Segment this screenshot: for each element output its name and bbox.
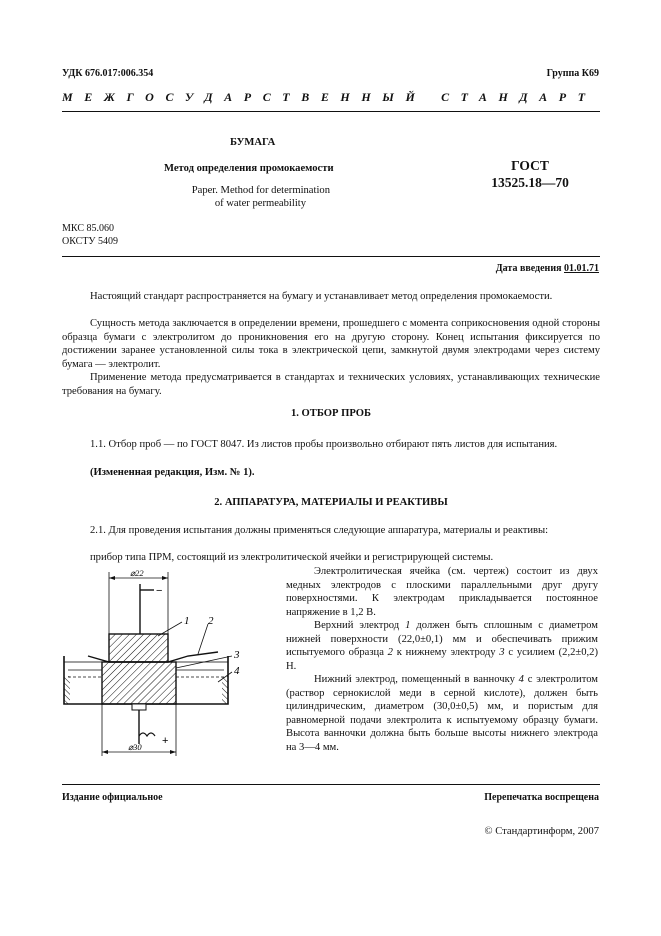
upper-electrode-paragraph <box>286 619 598 673</box>
upper-text-c: к нижнему электроду <box>392 647 500 659</box>
intro-date-label: Дата введения <box>495 263 562 274</box>
upper-text-a: Верхний электрод <box>314 620 406 631</box>
callout-3: 3 <box>234 649 240 661</box>
gost-label: ГОСТ <box>511 158 549 173</box>
reprint-prohibited: Перепечатка воспрещена <box>484 792 599 803</box>
upper-electrode <box>109 634 168 662</box>
intro-date <box>496 263 599 274</box>
dim-bottom-label: ⌀30 <box>128 742 142 752</box>
callout-1: 1 <box>184 615 190 627</box>
section-2-paragraph-2: прибор типа ПРМ, состоящий из электролитической ячейки и регистрирующей системы. <box>90 552 494 563</box>
section-2-paragraph-1: 2.1. Для проведения испытания должны применяться следующие аппаратура, материалы и реактивы: <box>90 525 549 536</box>
section-1-heading: 1. ОТБОР ПРОБ <box>290 408 372 419</box>
callout-4: 4 <box>234 665 240 677</box>
minus-sign: − <box>156 585 163 597</box>
cell-description: Электролитическая ячейка (см. чертеж) состоит из двух медных электродов с плоскими параллельными друг другу поверхностями. К электродам прикладывается постоянное напряжение в 1,2 В. <box>286 566 598 618</box>
lower-text-b: с электролитом (раствор сернокислой меди в серной кислоте), должен быть цилиндрическим, диаметром (30,0±0,5) мм, и пористым для равномерной подачи электролита к испытуемому образцу бумаги. Высота ванночки должна быть больше высоты нижнего электрода на 3—4 мм. <box>286 674 599 753</box>
plus-sign: + <box>162 735 169 747</box>
copyright: © Стандартинформ, 2007 <box>484 826 599 837</box>
section-1-paragraph: 1.1. Отбор проб — по ГОСТ 8047. Из листов пробы произвольно отбирают пять листов для испытания. <box>90 439 558 450</box>
ref-1: 1 <box>405 620 411 631</box>
dim-top-label: ⌀22 <box>130 568 144 578</box>
ref-2: 2 <box>387 647 393 659</box>
gost-number: 13525.18—70 <box>491 175 569 190</box>
english-title-line2: of water permeability <box>214 198 306 209</box>
ref-3: 3 <box>499 647 505 659</box>
group-code: Группа К69 <box>546 68 599 79</box>
english-title-line1: Paper. Method for determination <box>191 185 330 196</box>
interstate-standard-banner: МЕЖГОСУДАРСТВЕННЫЙ СТАНДАРТ <box>62 90 597 104</box>
revision-note: (Измененная редакция, Изм. № 1). <box>90 467 255 478</box>
standard-title: БУМАГА <box>230 137 276 148</box>
udk-code: УДК 676.017:006.354 <box>62 68 154 79</box>
intro-paragraph-scope: Настоящий стандарт распространяется на бумагу и устанавливает метод определения промокаемости. <box>90 291 553 302</box>
title-rule <box>62 256 600 257</box>
standard-subtitle: Метод определения промокаемости <box>164 163 334 174</box>
callout-2: 2 <box>208 615 214 627</box>
header-rule <box>62 111 600 112</box>
okstu-code: ОКСТУ 5409 <box>62 236 119 247</box>
lower-electrode <box>102 662 176 704</box>
intro-paragraph-essence: Сущность метода заключается в определении времени, прошедшего с момента соприкосновения одной стороны образца бумаги с электролитом до проникновения его на другую сторону. Конец испытания фиксируется по достижении заранее установленной силы тока в электрической цепи, замкнутой двумя электродами через систему бумага — электролит. <box>62 318 600 370</box>
upper-text-b: должен быть сплошным с диаметром нижней поверхности (22,0±0,1) мм и обеспечивать прижим испытуемого образца <box>286 620 598 659</box>
section-2-heading: 2. АППАРАТУРА, МАТЕРИАЛЫ И РЕАКТИВЫ <box>214 497 448 508</box>
ref-4: 4 <box>518 674 524 685</box>
official-edition: Издание официальное <box>62 792 163 803</box>
intro-paragraph-application: Применение метода предусматривается в стандартах и технических условиях, устанавливающих технические требования на бумагу. <box>62 372 600 397</box>
lower-text-a: Нижний электрод, помещенный в ванночку <box>314 674 519 685</box>
footer-rule <box>62 784 600 785</box>
intro-date-value: 01.01.71 <box>564 263 599 274</box>
upper-text-d: с усилием (2,2±0,2) Н. <box>286 647 598 672</box>
mks-code: МКС 85.060 <box>62 223 114 234</box>
lower-electrode-paragraph <box>286 673 598 755</box>
electrolytic-cell-drawing <box>58 564 280 764</box>
